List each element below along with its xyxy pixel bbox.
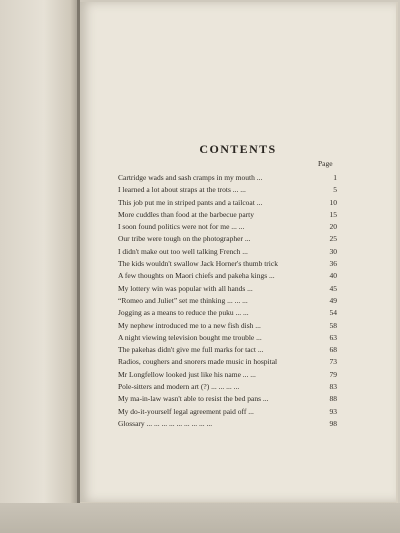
entry-title: I didn't make out too well talking French ... [118, 246, 248, 256]
contents-entry [118, 356, 337, 368]
contents-heading: CONTENTS [199, 142, 277, 156]
contents-entry [118, 393, 337, 405]
entry-title: My nephew introduced me to a new fish dish ... [118, 320, 261, 330]
entry-title: Glossary ... ... ... ... ... ... ... ... ... [118, 418, 213, 428]
left-page [0, 0, 80, 533]
entry-title: I soon found politics were not for me ... ... [118, 222, 245, 232]
contents-entry [118, 233, 337, 245]
contents-entry [118, 344, 337, 356]
entry-page-number: 49 [329, 295, 337, 305]
contents-entry [118, 172, 337, 184]
entry-page-number: 79 [329, 369, 337, 379]
entry-page-number: 93 [329, 406, 337, 416]
entry-page-number: 5 [333, 185, 337, 195]
entry-page-number: 68 [329, 345, 337, 355]
entry-page-number: 54 [329, 308, 337, 318]
entry-title: My lottery win was popular with all hands ... [118, 283, 253, 293]
entry-page-number: 40 [329, 271, 337, 281]
contents-entry [118, 246, 337, 258]
entry-title: The kids wouldn't swallow Jack Horner's thumb trick [118, 259, 278, 269]
entry-page-number: 98 [329, 418, 337, 428]
entry-title: Our tribe were tough on the photographer ... [118, 234, 251, 244]
contents-entry [118, 197, 337, 209]
entry-title: “Romeo and Juliet” set me thinking ... ... ... [118, 295, 248, 305]
contents-entry [118, 295, 337, 307]
entry-page-number: 63 [329, 332, 337, 342]
contents-entry [118, 381, 337, 393]
entry-title: My do-it-yourself legal agreement paid off ... [118, 406, 254, 416]
page-column-label: Page [318, 159, 333, 168]
contents-entry [118, 369, 337, 381]
contents-entry [118, 320, 337, 332]
entry-title: Radios, coughers and snorers made music in hospital [118, 357, 278, 367]
entry-title: A few thoughts on Maori chiefs and pakeha kings ... [118, 271, 275, 281]
entry-page-number: 20 [329, 222, 337, 232]
entry-page-number: 1 [333, 173, 337, 182]
contents-list [118, 172, 337, 430]
contents-entry [118, 184, 337, 196]
entry-title: Cartridge wads and sash cramps in my mouth ... [118, 173, 263, 182]
contents-entry [118, 418, 337, 430]
entry-title: I learned a lot about straps at the trots ... ... [118, 185, 246, 195]
entry-page-number: 73 [329, 357, 337, 367]
entry-page-number: 45 [329, 283, 337, 293]
entry-title: Jogging as a means to reduce the puku ... ... [118, 308, 249, 318]
entry-page-number: 83 [329, 382, 337, 392]
entry-title: My ma-in-law wasn't able to resist the bed pans ... [118, 394, 269, 404]
entry-title: The pakehas didn't give me full marks for tact ... [118, 345, 264, 355]
entry-page-number: 25 [329, 234, 337, 244]
contents-entry [118, 406, 337, 418]
entry-title: Pole-sitters and modern art (?) ... ... ... ... [118, 382, 240, 392]
entry-title: Mr Longfellow looked just like his name ... ... [118, 369, 256, 379]
contents-entry [118, 307, 337, 319]
contents-entry [118, 332, 337, 344]
entry-page-number: 15 [329, 209, 337, 219]
contents-entry [118, 258, 337, 270]
entry-page-number: 30 [329, 246, 337, 256]
entry-page-number: 58 [329, 320, 337, 330]
entry-page-number: 36 [329, 259, 337, 269]
entry-title: A night viewing television bought me trouble ... [118, 332, 262, 342]
contents-entry [118, 283, 337, 295]
entry-title: More cuddles than food at the barbecue party [118, 209, 254, 219]
entry-page-number: 10 [329, 197, 337, 207]
contents-entry [118, 209, 337, 221]
entry-title: This job put me in striped pants and a tailcoat ... [118, 197, 263, 207]
contents-entry [118, 221, 337, 233]
contents-entry [118, 270, 337, 282]
table-surface [0, 503, 400, 533]
entry-page-number: 88 [329, 394, 337, 404]
